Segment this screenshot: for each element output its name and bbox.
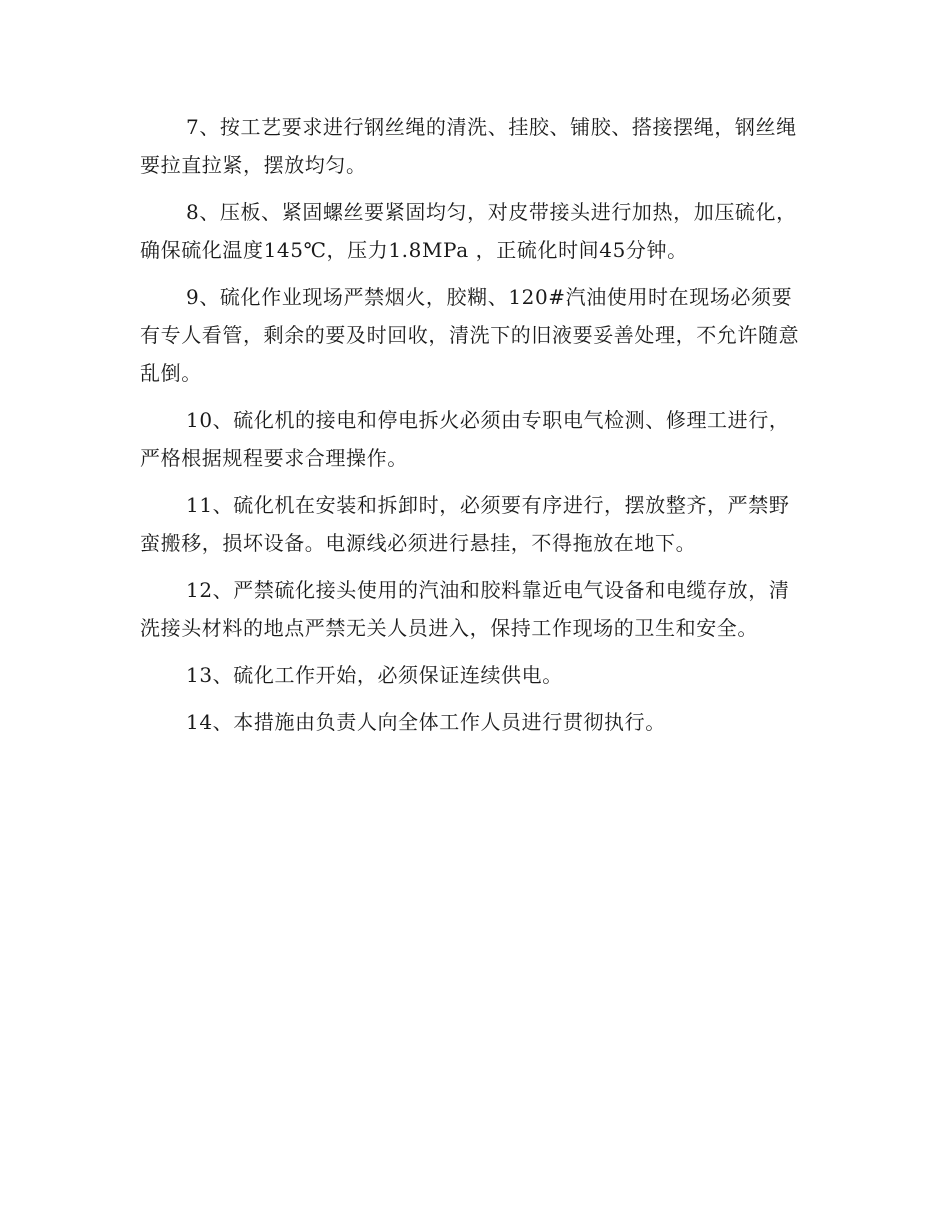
paragraph-item-12: 12、严禁硫化接头使用的汽油和胶料靠近电气设备和电缆存放，清洗接头材料的地点严禁无关人员进入，保持工作现场的卫生和安全。 bbox=[140, 578, 790, 640]
paragraph-item-8: 8、压板、紧固螺丝要紧固均匀，对皮带接头进行加热，加压硫化，确保硫化温度145℃，压力1.8MPa ，正硫化时间45分钟。 bbox=[140, 200, 797, 262]
paragraph-item-11: 11、硫化机在安装和拆卸时，必须要有序进行，摆放整齐，严禁野蛮搬移，损坏设备。电源线必须进行悬挂，不得拖放在地下。 bbox=[140, 493, 790, 555]
paragraph-item-9: 9、硫化作业现场严禁烟火，胶糊、120#汽油使用时在现场必须要有专人看管，剩余的要及时回收，清洗下的旧液要妥善处理，不允许随意乱倒。 bbox=[140, 285, 800, 385]
paragraph-item-13: 13、硫化工作开始，必须保证连续供电。 bbox=[186, 663, 563, 687]
paragraph-item-7: 7、按工艺要求进行钢丝绳的清洗、挂胶、铺胶、搭接摆绳，钢丝绳要拉直拉紧，摆放均匀。 bbox=[140, 115, 797, 177]
paragraph-item-14: 14、本措施由负责人向全体工作人员进行贯彻执行。 bbox=[186, 710, 666, 734]
paragraph-item-10: 10、硫化机的接电和停电拆火必须由专职电气检测、修理工进行，严格根据规程要求合理操作。 bbox=[140, 408, 790, 470]
document-body bbox=[140, 108, 810, 750]
